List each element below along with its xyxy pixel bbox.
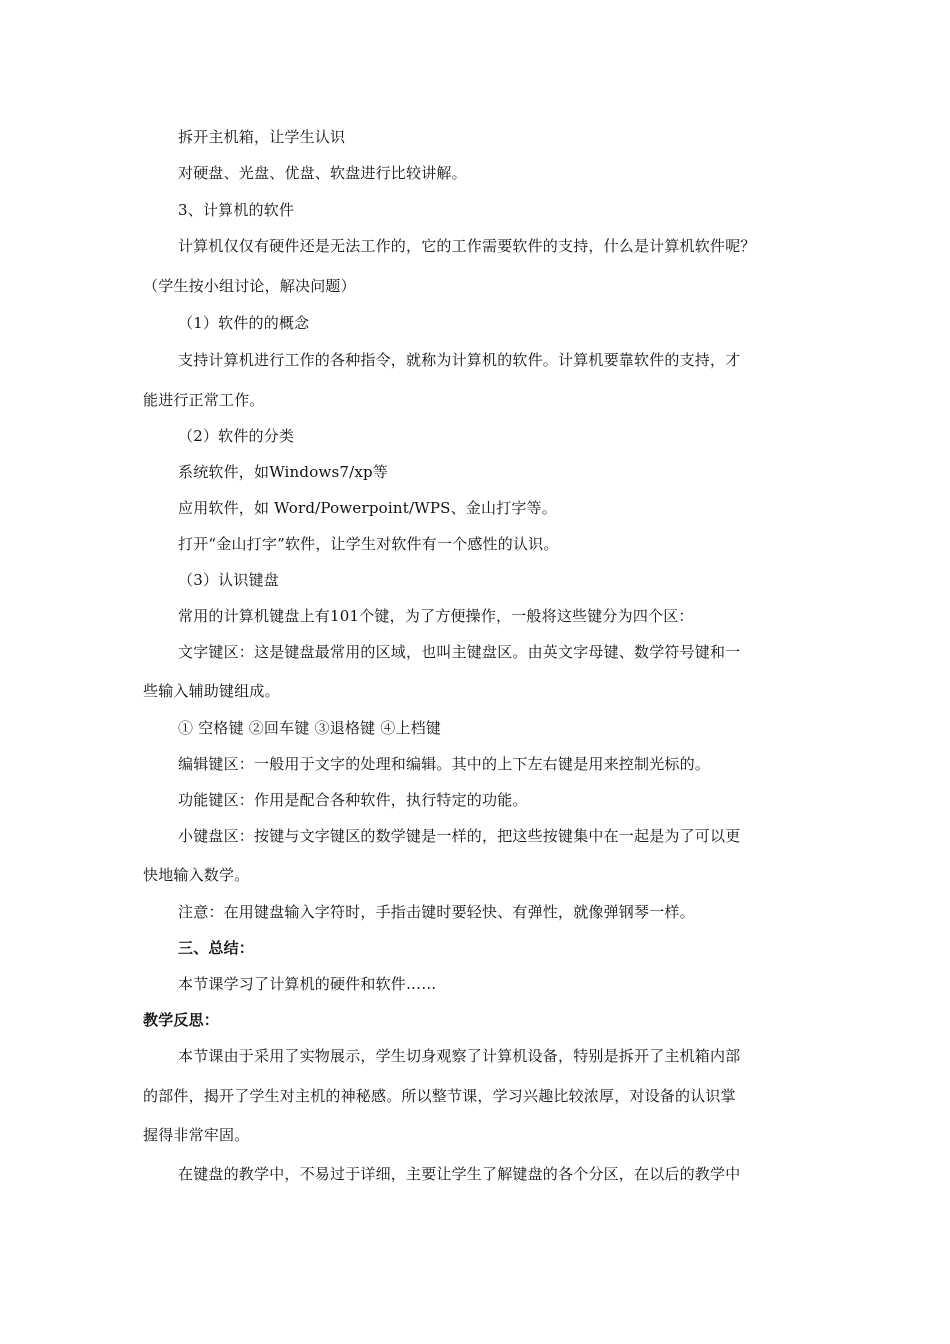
text-line: 握得非常牢固。 <box>143 1126 250 1144</box>
text-line: 系统软件，如Windows7/xp等 <box>178 463 389 481</box>
subsection-heading: （1）软件的的概念 <box>178 314 310 332</box>
text-line: 些输入辅助键组成。 <box>143 682 280 700</box>
section-heading: 教学反思： <box>143 1011 220 1029</box>
text-line: 能进行正常工作。 <box>143 391 265 409</box>
text-line: 计算机仅仅有硬件还是无法工作的，它的工作需要软件的支持，什么是计算机软件呢？ <box>178 237 756 255</box>
text-line: 在键盘的教学中，不易过于详细，主要让学生了解键盘的各个分区，在以后的教学中 <box>178 1165 741 1183</box>
subsection-heading: （3）认识键盘 <box>178 571 279 589</box>
text-line: 本节课学习了计算机的硬件和软件…… <box>178 975 437 993</box>
section-heading: 三、总结： <box>178 939 255 957</box>
text-line: 对硬盘、光盘、优盘、软盘进行比较讲解。 <box>178 164 467 182</box>
text-line: 支持计算机进行工作的各种指令，就称为计算机的软件。计算机要靠软件的支持，才 <box>178 351 741 369</box>
text-line: 应用软件，如 Word/Powerpoint/WPS、金山打字等。 <box>178 499 557 517</box>
text-line: 快地输入数学。 <box>143 866 250 884</box>
section-heading: 3、计算机的软件 <box>178 201 295 219</box>
text-line: ① 空格键 ②回车键 ③退格键 ④上档键 <box>178 719 442 737</box>
text-line: （学生按小组讨论，解决问题） <box>143 277 356 295</box>
subsection-heading: （2）软件的分类 <box>178 427 295 445</box>
text-line: 功能键区：作用是配合各种软件，执行特定的功能。 <box>178 791 528 809</box>
text-line: 拆开主机箱，让学生认识 <box>178 128 346 146</box>
text-line: 注意：在用键盘输入字符时，手指击键时要轻快、有弹性，就像弹钢琴一样。 <box>178 903 695 921</box>
text-line: 的部件，揭开了学生对主机的神秘感。所以整节课，学习兴趣比较浓厚，对设备的认识掌 <box>143 1087 736 1105</box>
text-line: 常用的计算机键盘上有101个键，为了方便操作，一般将这些键分为四个区： <box>178 607 694 625</box>
text-line: 文字键区：这是键盘最常用的区域，也叫主键盘区。由英文字母键、数学符号键和一 <box>178 643 741 661</box>
text-line: 打开“金山打字”软件，让学生对软件有一个感性的认识。 <box>178 535 559 553</box>
text-line: 编辑键区：一般用于文字的处理和编辑。其中的上下左右键是用来控制光标的。 <box>178 755 711 773</box>
text-line: 本节课由于采用了实物展示，学生切身观察了计算机设备，特别是拆开了主机箱内部 <box>178 1047 741 1065</box>
text-line: 小键盘区：按键与文字键区的数学键是一样的，把这些按键集中在一起是为了可以更 <box>178 827 741 845</box>
